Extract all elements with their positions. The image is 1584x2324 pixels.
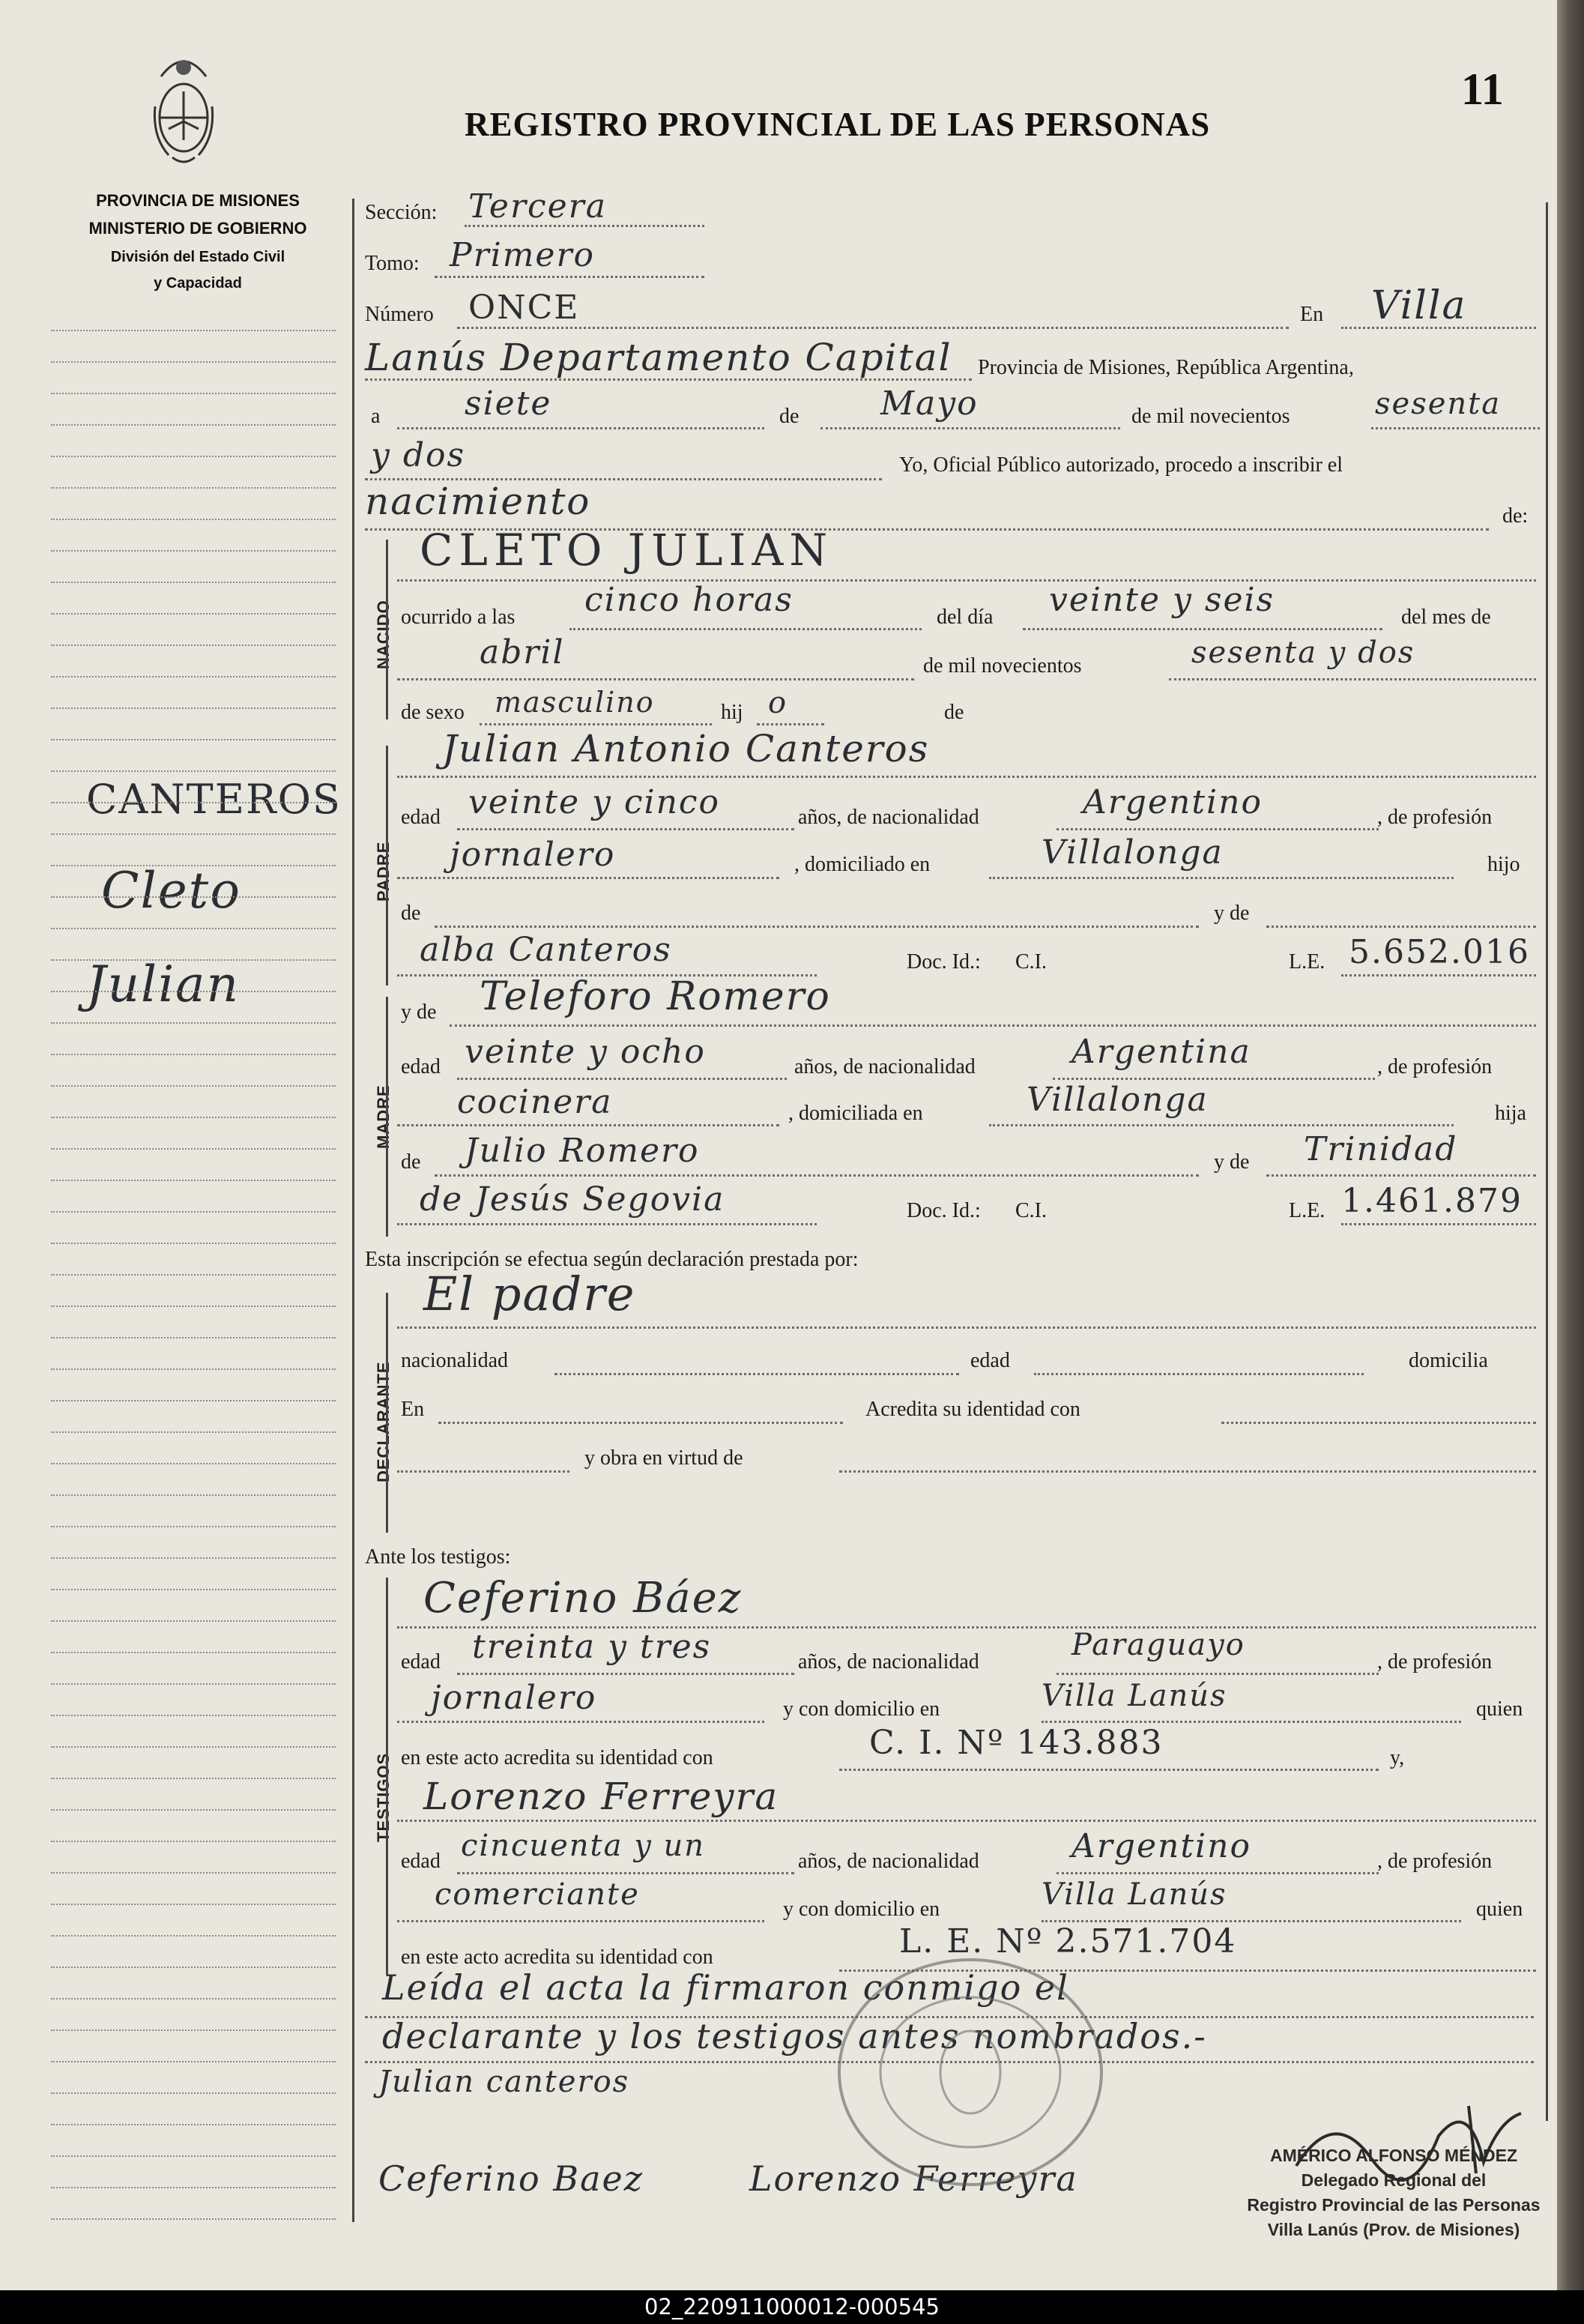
margin-ruling-line <box>51 1211 336 1213</box>
margin-ruling-line <box>51 2061 336 2062</box>
entry-mes: Mayo <box>880 384 979 423</box>
entry-anio: sesenta <box>1375 387 1502 421</box>
label-madre-y-de: y de <box>401 1000 437 1024</box>
label-madre-le: L.E. <box>1289 1199 1325 1222</box>
entry-anio2: y dos <box>371 436 466 474</box>
stamp-line-1: AMÉRICO ALFONSO MÉNDEZ <box>1269 2146 1518 2165</box>
label-del-mes: del mes de <box>1401 606 1491 629</box>
label-t2-quien: quien <box>1476 1898 1523 1921</box>
margin-ruling-line <box>51 928 336 929</box>
line-padre-dom <box>989 877 1454 879</box>
margin-ruling-line <box>51 1368 336 1370</box>
side-label-testigos: TESTIGOS <box>374 1752 393 1842</box>
line-madre-dom <box>989 1124 1454 1126</box>
line-decl-nac <box>554 1373 959 1375</box>
entry-madre-nac: Argentina <box>1071 1033 1251 1071</box>
line-madre-madre2 <box>397 1223 817 1225</box>
margin-ruling-line <box>51 2029 336 2031</box>
line-numero <box>457 327 1289 329</box>
label-madre-edad: edad <box>401 1055 441 1078</box>
entry-t1-dom: Villa Lanús <box>1042 1679 1227 1713</box>
margin-ruling-line <box>51 582 336 583</box>
line-padre-abuelo <box>435 926 1199 928</box>
official-stamp <box>1229 2143 1559 2242</box>
margin-ruling-line <box>51 802 336 803</box>
signature-testigo1: Ceferino Baez <box>378 2158 644 2199</box>
label-t1-acredita: en este acto acredita su identidad con <box>401 1746 713 1769</box>
round-seal-icon <box>828 1949 1113 2196</box>
line-declarante <box>397 1327 1536 1329</box>
entry-t1-doc: C. I. Nº 143.883 <box>869 1724 1164 1762</box>
margin-ruling-line <box>51 330 336 331</box>
line-madre-madre1 <box>1266 1174 1536 1177</box>
label-padre-ci: C.I. <box>1015 950 1047 974</box>
margin-ruling-line <box>51 1148 336 1150</box>
line-padre-nombre <box>397 776 1536 778</box>
label-padre-le: L.E. <box>1289 950 1325 974</box>
label-padre-dom: , domiciliado en <box>794 853 931 876</box>
line-t1-nac <box>1056 1673 1379 1675</box>
line-padre-nac <box>1056 828 1379 830</box>
margin-ruling-line <box>51 487 336 489</box>
label-madre-prof: , de profesión <box>1377 1055 1493 1078</box>
label-madre-nac: años, de nacionalidad <box>794 1055 976 1078</box>
label-padre-prof: , de profesión <box>1377 806 1493 829</box>
margin-ruling-line <box>51 1054 336 1055</box>
office-line-1: PROVINCIA DE MISIONES <box>96 191 300 210</box>
label-en: En <box>1300 303 1324 326</box>
line-madre-edad <box>457 1078 787 1080</box>
margin-ruling-line <box>51 2092 336 2094</box>
entry-mes-nac: abril <box>480 633 565 671</box>
entry-t2-prof: comerciante <box>435 1877 640 1912</box>
label-t2-dom: y con domicilio en <box>783 1898 940 1921</box>
office-line-4: y Capacidad <box>154 275 242 292</box>
margin-ruling-line <box>51 1809 336 1811</box>
line-padre-edad <box>457 828 794 830</box>
entry-t2-doc: L. E. Nº 2.571.704 <box>899 1922 1237 1961</box>
entry-t2-edad: cincuenta y un <box>461 1829 706 1863</box>
margin-ruling-line <box>51 1117 336 1118</box>
testigos-bracket <box>386 1578 388 1975</box>
declarante-bracket <box>386 1293 388 1533</box>
line-testigo2 <box>397 1820 1536 1822</box>
line-madre-nac <box>1053 1078 1375 1080</box>
line-madre-padre <box>435 1174 1199 1177</box>
margin-ruling-line <box>51 1715 336 1716</box>
margin-ruling-line <box>51 676 336 677</box>
line-sexo <box>480 723 712 725</box>
label-padre-nac: años, de nacionalidad <box>798 806 979 829</box>
line-padre-abuela2 <box>1266 926 1536 928</box>
margin-ruling-line <box>51 1085 336 1087</box>
entry-testigo2: Lorenzo Ferreyra <box>423 1775 779 1818</box>
label-provincia: Provincia de Misiones, República Argentina, <box>978 356 1354 379</box>
label-de-mil: de mil novecientos <box>1131 405 1290 428</box>
entry-padre-le: 5.652.016 <box>1349 933 1530 971</box>
entry-cierre2: declarante y los testigos antes nombrados.- <box>382 2016 1207 2056</box>
label-ocurrido: ocurrido a las <box>401 606 516 629</box>
margin-ruling-line <box>51 1872 336 1874</box>
madre-bracket <box>386 997 388 1237</box>
margin-ruling-line <box>51 1431 336 1433</box>
margin-ruling-line <box>51 896 336 898</box>
entry-madre-prof: cocinera <box>457 1083 613 1121</box>
signature-declarante: Julian canteros <box>378 2065 630 2099</box>
label-hija: hija <box>1495 1102 1526 1125</box>
label-t1-nac: años, de nacionalidad <box>798 1650 979 1673</box>
margin-ruling-line <box>51 1274 336 1276</box>
label-de-padres: de <box>944 701 964 724</box>
entry-t2-dom: Villa Lanús <box>1042 1877 1227 1912</box>
margin-ruling-line <box>51 424 336 426</box>
line-dia-nac <box>1023 628 1382 630</box>
line-mes <box>820 427 1120 429</box>
line-anio-nac <box>1169 678 1536 680</box>
entry-madre-padre: Julio Romero <box>465 1132 700 1170</box>
entry-padre-prof: jornalero <box>450 836 616 874</box>
margin-ruling-line <box>51 393 336 394</box>
label-t2-nac: años, de nacionalidad <box>798 1850 979 1873</box>
label-decl-acredita: Acredita su identidad con <box>865 1398 1080 1421</box>
label-padre-doc: Doc. Id.: <box>907 950 981 974</box>
entry-sexo: masculino <box>495 686 655 719</box>
entry-dia: siete <box>465 384 552 423</box>
label-decl-en: En <box>401 1398 425 1421</box>
margin-ruling-line <box>51 2155 336 2157</box>
margin-ruling-line <box>51 1841 336 1842</box>
label-de-sexo: de sexo <box>401 701 465 724</box>
line-dia <box>397 427 764 429</box>
label-decl-nacionalidad: nacionalidad <box>401 1349 509 1372</box>
margin-ruling-line <box>51 456 336 457</box>
margin-note-name2: Julian <box>86 956 241 1013</box>
label-ante: Ante los testigos: <box>365 1545 511 1569</box>
line-decl-obra-pre <box>397 1470 569 1473</box>
entry-acta: nacimiento <box>365 480 591 523</box>
label-decl-domicilia: domicilia <box>1409 1349 1488 1372</box>
line-decl-en <box>438 1422 843 1424</box>
margin-ruling-line <box>51 1652 336 1653</box>
label-t1-prof: , de profesión <box>1377 1650 1493 1673</box>
margin-ruling-line <box>51 833 336 835</box>
margin-ruling-line <box>51 991 336 992</box>
margin-ruling-line <box>51 1526 336 1527</box>
label-t1-y: y, <box>1390 1746 1405 1769</box>
margin-note-name1: Cleto <box>101 862 241 920</box>
line-padre-prof <box>397 877 779 879</box>
entry-anio-nac: sesenta y dos <box>1191 636 1415 670</box>
line-t2-prof <box>397 1920 764 1922</box>
margin-ruling-line <box>51 613 336 615</box>
office-line-2: MINISTERIO DE GOBIERNO <box>88 219 307 238</box>
label-madre-ci: C.I. <box>1015 1199 1047 1222</box>
entry-testigo1: Ceferino Báez <box>423 1574 743 1623</box>
entry-hora: cinco horas <box>584 581 793 619</box>
entry-padre-nombre: Julian Antonio Canteros <box>442 727 930 770</box>
line-t1-prof <box>397 1721 764 1723</box>
stamp-line-2: Delegado Regional del <box>1301 2170 1487 2190</box>
line-t1-edad <box>457 1673 794 1675</box>
margin-ruling-line <box>51 1620 336 1622</box>
entry-madre-edad: veinte y ocho <box>465 1033 706 1071</box>
entry-t1-edad: treinta y tres <box>472 1628 712 1666</box>
label-tomo: Tomo: <box>365 252 420 275</box>
margin-ruling-line <box>51 959 336 961</box>
side-label-madre: MADRE <box>374 1084 393 1149</box>
margin-ruling-line <box>51 1180 336 1181</box>
entry-madre-madre2: de Jesús Segovia <box>420 1180 725 1219</box>
margin-ruling-line <box>51 1746 336 1748</box>
line-madre-prof <box>397 1124 779 1126</box>
coat-of-arms-icon <box>146 46 221 170</box>
stamp-line-3: Registro Provincial de las Personas <box>1247 2195 1541 2215</box>
entry-t1-prof: jornalero <box>431 1679 597 1717</box>
label-decl-obra: y obra en virtud de <box>584 1446 743 1470</box>
label-madre-dom: , domiciliada en <box>788 1102 923 1125</box>
margin-ruling-line <box>51 770 336 772</box>
padre-bracket <box>386 746 388 986</box>
line-t2-edad <box>457 1872 794 1874</box>
line-t1-dom <box>1042 1721 1461 1723</box>
margin-ruling-line <box>51 1400 336 1401</box>
label-numero: Número <box>365 303 434 326</box>
margin-ruling-line <box>51 1778 336 1779</box>
nacido-bracket <box>386 540 388 719</box>
entry-hij: o <box>768 686 788 720</box>
entry-t1-nac: Paraguayo <box>1071 1628 1245 1662</box>
frame-right-line <box>1546 202 1548 2121</box>
line-hij <box>757 723 824 725</box>
entry-seccion: Tercera <box>468 187 607 226</box>
label-t1-quien: quien <box>1476 1697 1523 1721</box>
side-label-padre: PADRE <box>374 841 393 902</box>
label-padre-y-de: y de <box>1214 902 1250 925</box>
label-t2-edad: edad <box>401 1850 441 1873</box>
side-label-declarante: DECLARANTE <box>374 1361 393 1482</box>
entry-cierre1: Leída el acta la firmaron conmigo el <box>382 1967 1069 2008</box>
label-yo: Yo, Oficial Público autorizado, procedo a inscribir el <box>899 453 1343 477</box>
entry-madre-le: 1.461.879 <box>1341 1182 1523 1220</box>
line-decl-obra <box>839 1470 1536 1473</box>
margin-ruling-line <box>51 1998 336 1999</box>
signature-testigo2: Lorenzo Ferreyra <box>749 2158 1078 2199</box>
entry-padre-nac: Argentino <box>1083 783 1263 821</box>
label-a: a <box>371 405 381 428</box>
entry-madre-nombre: Teleforo Romero <box>480 974 831 1019</box>
line-decl-acredita <box>1221 1422 1536 1424</box>
line-padre-le <box>1341 974 1536 977</box>
label-t1-edad: edad <box>401 1650 441 1673</box>
line-mes-nac <box>397 678 914 680</box>
entry-t2-nac: Argentino <box>1071 1827 1251 1865</box>
line-hora <box>569 628 922 630</box>
line-nombre <box>397 579 1536 582</box>
label-seccion: Sección: <box>365 201 438 224</box>
label-esta-inscripcion: Esta inscripción se efectua según declaración prestada por: <box>365 1248 859 1271</box>
entry-declarante: El padre <box>423 1267 636 1321</box>
side-label-nacido: NACIDO <box>374 600 393 669</box>
label-t2-prof: , de profesión <box>1377 1850 1493 1873</box>
label-hij: hij <box>721 701 743 724</box>
margin-ruling-line <box>51 1243 336 1244</box>
margin-note-surname: CANTEROS <box>86 776 342 823</box>
margin-ruling-line <box>51 2124 336 2125</box>
label-de-colon: de: <box>1502 504 1529 528</box>
margin-ruling-line <box>51 2218 336 2220</box>
entry-nombre: CLETO JULIAN <box>420 525 834 576</box>
margin-ruling-line <box>51 1337 336 1338</box>
entry-padre-dom: Villalonga <box>1042 833 1224 872</box>
line-t1-doc <box>839 1769 1379 1771</box>
margin-ruling-line <box>51 1589 336 1590</box>
stamp-line-4: Villa Lanús (Prov. de Misiones) <box>1267 2220 1520 2239</box>
margin-ruling-line <box>51 865 336 866</box>
margin-ruling-line <box>51 1557 336 1559</box>
margin-ruling-line <box>51 707 336 709</box>
entry-padre-edad: veinte y cinco <box>468 783 721 821</box>
line-madre-le <box>1341 1223 1536 1225</box>
office-line-3: División del Estado Civil <box>110 249 285 265</box>
label-decl-edad: edad <box>970 1349 1010 1372</box>
margin-ruling-line <box>51 1463 336 1464</box>
margin-ruling-line <box>51 1306 336 1307</box>
label-t2-acredita: en este acto acredita su identidad con <box>401 1946 713 1969</box>
label-padre-edad: edad <box>401 806 441 829</box>
label-hijo: hijo <box>1487 853 1520 876</box>
margin-ruling-line <box>51 519 336 520</box>
margin-ruling-line <box>51 1967 336 1968</box>
label-madre-doc: Doc. Id.: <box>907 1199 981 1222</box>
margin-ruling-line <box>51 361 336 363</box>
margin-ruling-line <box>51 550 336 552</box>
page-title: REGISTRO PROVINCIAL DE LAS PERSONAS <box>465 106 1211 143</box>
margin-ruling-line <box>51 1935 336 1937</box>
entry-madre-madre1: Trinidad <box>1304 1130 1458 1168</box>
label-padre-de: de <box>401 902 421 925</box>
entry-en: Villa <box>1371 283 1467 328</box>
entry-padre-abuela: alba Canteros <box>420 931 672 969</box>
entry-lugar: Lanús Departamento Capital <box>365 336 952 379</box>
margin-ruling-line <box>51 1904 336 1905</box>
margin-ruling-line <box>51 1683 336 1685</box>
line-t2-nac <box>1056 1872 1379 1874</box>
margin-ruling-line <box>51 2187 336 2188</box>
image-caption: 02_220911000012-000545 <box>0 2290 1584 2324</box>
margin-ruling-line <box>51 1494 336 1496</box>
margin-ruling-line <box>51 645 336 646</box>
line-madre-nombre <box>450 1024 1536 1027</box>
entry-numero: ONCE <box>468 289 580 327</box>
label-madre-de: de <box>401 1150 421 1174</box>
entry-tomo: Primero <box>450 236 595 274</box>
margin-ruling-line <box>51 739 336 740</box>
frame-left-line <box>352 199 354 2222</box>
line-tomo <box>435 276 704 278</box>
label-de-mes: de <box>779 405 799 428</box>
line-decl-edad <box>1034 1373 1364 1375</box>
label-madre-y-de2: y de <box>1214 1150 1250 1174</box>
entry-madre-dom: Villalonga <box>1027 1081 1209 1119</box>
label-del-dia: del día <box>937 606 994 629</box>
book-binding <box>1557 0 1584 2290</box>
page-number: 11 <box>1461 64 1504 114</box>
margin-ruling-line <box>51 1022 336 1024</box>
label-de-mil2: de mil novecientos <box>923 654 1082 677</box>
entry-dia-nac: veinte y seis <box>1049 581 1275 619</box>
label-t1-dom: y con domicilio en <box>783 1697 940 1721</box>
line-anio <box>1371 427 1540 429</box>
